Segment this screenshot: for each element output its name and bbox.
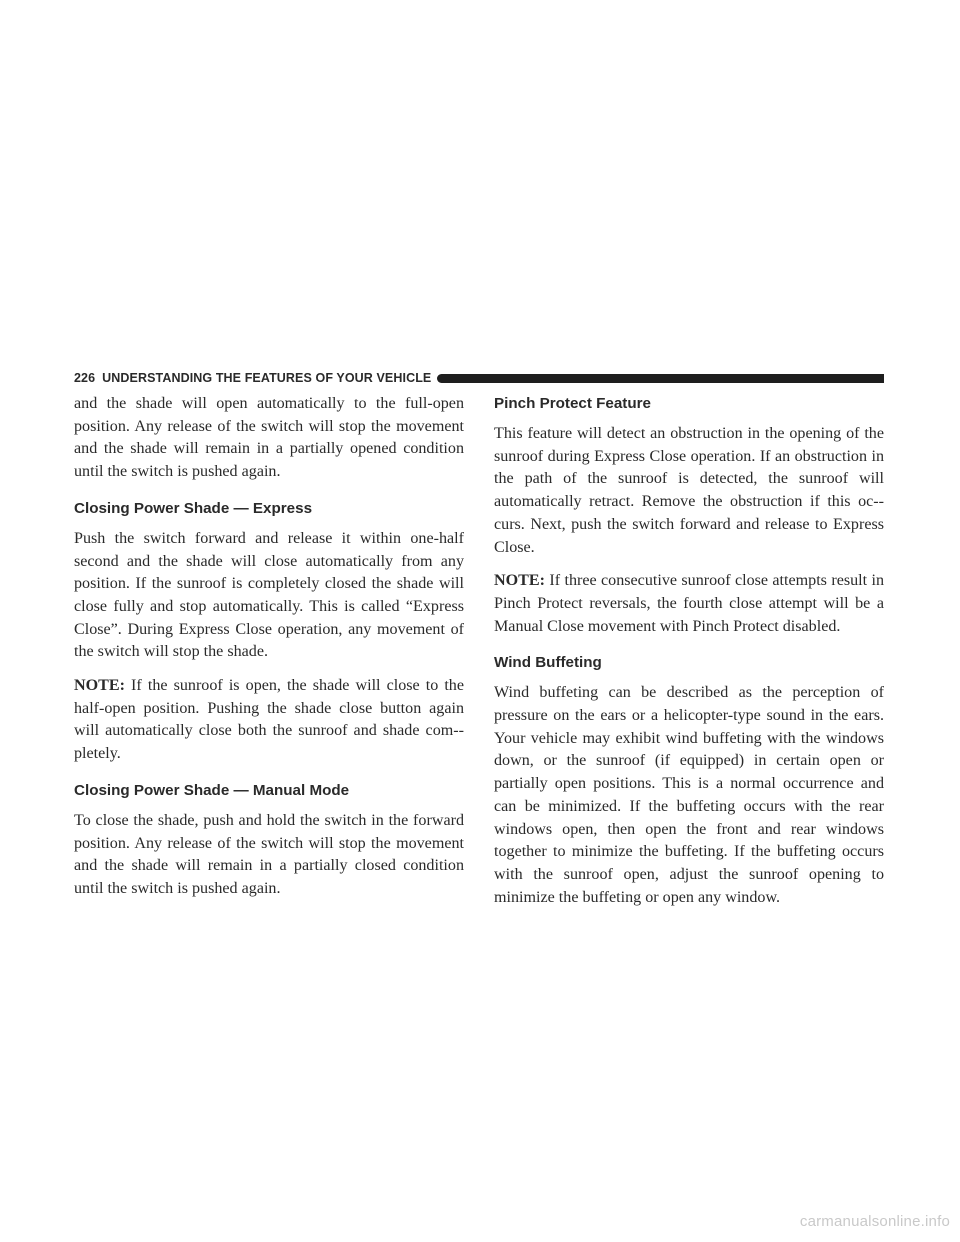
express-note	[74, 675, 464, 766]
page-number: 226	[74, 371, 96, 385]
note-text: If three consecutive sunroof close attempts result in Pinch Protect reversals, the fourth close attempt will be a Manual Close movement with Pinch Protect disabled.	[494, 572, 884, 635]
intro-paragraph: and the shade will open automatically to the full-open position. Any release of the switch will stop the movement and the shade will remain in a partially opened condition until the switch is pushed again.	[74, 395, 464, 481]
note-label: NOTE:	[494, 572, 545, 590]
right-column	[494, 393, 884, 920]
section-title: UNDERSTANDING THE FEATURES OF YOUR VEHICLE	[102, 371, 432, 385]
wind-paragraph: Wind buffeting can be described as the perception of pressure on the ears or a helicopter-type sound in the ears. Your vehicle may exhibit wind buffeting with the windows down, or the sunroof (if equipped) in certain open or partially open positions. This is a normal occurrence and can be minimized. If the buffeting occurs with the rear windows open, then open the front and rear windows together to minimize the buffeting. If the buffeting occurs with the sunroof open, adjust the sunroof opening to minimize the buffeting or open any window.	[494, 684, 884, 906]
note-label: NOTE:	[74, 677, 125, 695]
manual-paragraph: To close the shade, push and hold the switch in the forward position. Any release of the switch will stop the movement and the shade will remain in a partially closed condition until the switch is pushed again.	[74, 811, 464, 897]
page-header	[74, 368, 884, 388]
manual-heading: Closing Power Shade — Manual Mode	[74, 781, 350, 799]
header-rule	[437, 374, 884, 383]
pinch-paragraph: This feature will detect an obstruction in the opening of the sunroof during Express Close operation. If an obstruction in the path of the sunroof is detected, the sunroof will automatically retract. Remove the obstruction if this oc-curs. Next, push the switch forward and release to Express Close.	[494, 425, 884, 556]
left-column	[74, 393, 464, 912]
wind-heading: Wind Buffeting	[494, 654, 602, 672]
express-heading: Closing Power Shade — Express	[74, 499, 313, 517]
note-text: If the sunroof is open, the shade will close to the half-open position. Pushing the shade close button again will automatically close both the sunroof and shade com-pletely.	[74, 677, 464, 763]
express-paragraph: Push the switch forward and release it within one-half second and the shade will close automatically from any position. If the sunroof is completely closed the shade will close fully and stop automatically. This is called “Express Close”. During Express Close operation, any movement of the switch will stop the shade.	[74, 529, 464, 661]
pinch-note	[494, 570, 884, 638]
watermark: carmanualsonline.info	[799, 1213, 950, 1230]
pinch-heading: Pinch Protect Feature	[494, 395, 651, 412]
